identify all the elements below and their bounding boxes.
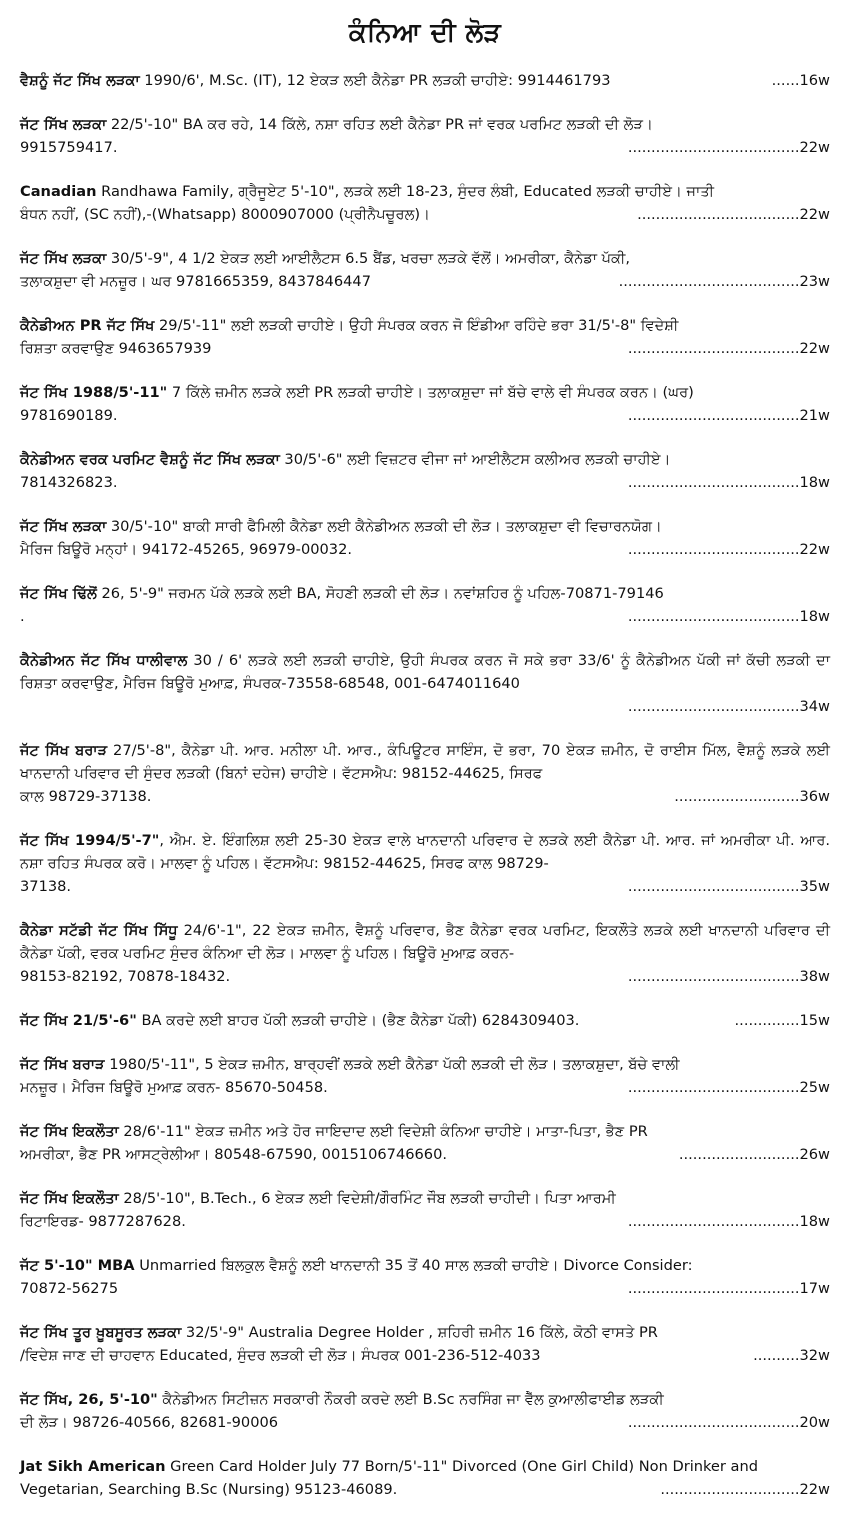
ad-code: .....................................34w — [627, 698, 830, 715]
ad-code: .....................................17w — [627, 1280, 830, 1297]
ad-text — [20, 1053, 830, 1076]
ad-code: .....................................18w — [627, 608, 830, 625]
ad-entry — [20, 829, 830, 898]
ads-list — [20, 69, 830, 1501]
ad-code: .....................................25w — [627, 1079, 830, 1096]
ad-code: ......16w — [771, 72, 830, 89]
ad-body: 30/5'-6" ਲਈ ਵਿਜ਼ਟਰ ਵੀਜਾ ਜਾਂ ਆਈਲੈਟਸ ਕਲੀਅਰ ਲੜਕੀ ਚਾਹੀਏ। — [279, 451, 671, 468]
ad-entry — [20, 739, 830, 808]
ad-code: .......................................23w — [618, 273, 830, 290]
ad-body: 27/5'-8", ਕੈਨੇਡਾ ਪੀ. ਆਰ. ਮਨੀਲਾ ਪੀ. ਆਰ., ਕੰਪਿਊਟਰ ਸਾਇੰਸ, ਦੋ ਭਰਾ, 70 ਏਕੜ ਜ਼ਮੀਨ, ਦੋ ਰਾਈਸ ਮਿੱਲ, ਵੈਸ਼ਨੂੰ ਲੜਕੇ ਲਈ ਖਾਨਦਾਨੀ ਪਰਿਵਾਰ ਦੀ ਸੁੰਦਰ ਲੜਕੀ (ਬਿਨਾਂ ਦਹੇਜ) ਚਾਹੀਏ। ਵੱਟਸਐਪ: 98152-44625, ਸਿਰਫ — [20, 742, 831, 782]
ad-lead: ਜੱਟ ਸਿੱਖ 1994/5'-7" — [20, 832, 160, 849]
ad-tail-text: ਮਨਜ਼ੂਰ। ਮੈਰਿਜ ਬਿਊਰੋ ਮੁਆਫ਼ ਕਰਨ- 85670-50458. — [20, 1079, 328, 1096]
ad-lead: ਜੱਟ ਸਿੱਖ ਬਰਾੜ — [20, 742, 108, 759]
ad-tail-text: 9915759417. — [20, 139, 118, 156]
ad-tail-line — [20, 270, 830, 293]
ad-lead: Canadian — [20, 183, 97, 200]
ad-tail-text: ਕਾਲ 98729-37138. — [20, 788, 152, 805]
ad-code: .....................................20w — [627, 1414, 830, 1431]
ad-tail-line — [20, 1478, 830, 1501]
ad-code: ...................................22w — [637, 206, 830, 223]
ad-tail-text: Vegetarian, Searching B.Sc (Nursing) 95123-46089. — [20, 1481, 398, 1498]
ad-entry — [20, 649, 830, 718]
ad-tail-line — [20, 695, 830, 718]
ad-body: 28/6'-11" ਏਕੜ ਜ਼ਮੀਨ ਅਤੇ ਹੋਰ ਜਾਇਦਾਦ ਲਈ ਵਿਦੇਸ਼ੀ ਕੰਨਿਆ ਚਾਹੀਏ। ਮਾਤਾ-ਪਿਤਾ, ਭੈਣ PR — [118, 1123, 648, 1140]
ad-code: ...........................36w — [674, 788, 830, 805]
ad-code: .....................................21w — [627, 407, 830, 424]
ad-lead: ਜੱਟ ਸਿੱਖ ਇਕਲੌਤਾ — [20, 1190, 119, 1207]
ad-lead: ਵੈਸ਼ਨੂੰ ਜੱਟ ਸਿੱਖ ਲੜਕਾ — [20, 72, 140, 89]
ad-entry — [20, 448, 830, 494]
ad-entry — [20, 1120, 830, 1166]
ad-code: .....................................22w — [627, 139, 830, 156]
ad-single-line — [20, 1009, 587, 1032]
ad-text — [20, 381, 830, 404]
ad-lead: ਜੱਟ ਸਿੱਖ ਲੜਕਾ — [20, 116, 107, 133]
ad-entry — [20, 582, 830, 628]
ad-tail-text: ਰਿਸ਼ਤਾ ਕਰਵਾਉਣ 9463657939 — [20, 340, 212, 357]
ad-entry — [20, 1187, 830, 1233]
ad-entry — [20, 69, 830, 92]
ad-text — [20, 247, 830, 270]
ad-entry — [20, 381, 830, 427]
ad-body: 7 ਕਿੱਲੇ ਜ਼ਮੀਨ ਲੜਕੇ ਲਈ PR ਲੜਕੀ ਚਾਹੀਏ। ਤਲਾਕਸ਼ੁਦਾ ਜਾਂ ਬੱਚੇ ਵਾਲੇ ਵੀ ਸੰਪਰਕ ਕਰਨ। (ਘਰ) — [167, 384, 694, 401]
ad-tail-text: ਤਲਾਕਸ਼ੁਦਾ ਵੀ ਮਨਜ਼ੂਰ। ਘਰ 9781665359, 8437846447 — [20, 273, 371, 290]
ad-lead: ਜੱਟ ਸਿੱਖ ਲੜਕਾ — [20, 518, 107, 535]
ad-single-line — [20, 69, 830, 92]
ad-body: , ਐਮ. ਏ. ਇੰਗਲਿਸ਼ ਲਈ 25-30 ਏਕੜ ਵਾਲੇ ਖਾਨਦਾਨੀ ਪਰਿਵਾਰ ਦੇ ਲੜਕੇ ਲਈ ਕੈਨੇਡਾ ਪੀ. ਆਰ. ਜਾਂ ਅਮਰੀਕਾ ਪੀ. ਆਰ. ਨਸ਼ਾ ਰਹਿਤ ਸੰਪਰਕ ਕਰੋ। ਮਾਲਵਾ ਨੂੰ ਪਹਿਲ। ਵੱਟਸਐਪ: 98152-44625, ਸਿਰਫ ਕਾਲ 98729- — [20, 832, 831, 872]
ad-tail-text: 98153-82192, 70878-18432. — [20, 968, 231, 985]
ad-body: Green Card Holder July 77 Born/5'-11" Divorced (One Girl Child) Non Drinker and — [165, 1458, 759, 1475]
ad-tail-line — [20, 1411, 830, 1434]
ad-lead: ਜੱਟ ਸਿੱਖ ਢਿੱਲੋਂ — [20, 585, 97, 602]
ad-lead: ਜੱਟ ਸਿੱਖ 1988/5'-11" — [20, 384, 168, 401]
ad-tail-text: ਅਮਰੀਕਾ, ਭੈਣ PR ਆਸਟ੍ਰੇਲੀਆ। 80548-67590, 0015106746660. — [20, 1146, 448, 1163]
ad-tail-line — [20, 875, 830, 898]
ad-tail-line — [20, 605, 830, 628]
ad-entry — [20, 247, 830, 293]
ad-text — [20, 314, 830, 337]
ad-body: Randhawa Family, ਗ੍ਰੈਜੂਏਟ 5'-10", ਲੜਕੇ ਲਈ 18-23, ਸੁੰਦਰ ਲੰਬੀ, Educated ਲੜਕੀ ਚਾਹੀਏ। ਜਾਤੀ — [96, 183, 714, 200]
ad-entry — [20, 919, 830, 988]
ad-lead: ਕੈਨੇਡਾ ਸਟੱਡੀ ਜੱਟ ਸਿੱਖ ਸਿੱਧੂ — [20, 922, 178, 939]
ad-text — [20, 1455, 830, 1478]
ad-lead: ਜੱਟ ਸਿੱਖ ਬਰਾੜ — [20, 1056, 105, 1073]
ad-body: 29/5'-11" ਲਈ ਲੜਕੀ ਚਾਹੀਏ। ਉਹੀ ਸੰਪਰਕ ਕਰਨ ਜੋ ਇੰਡੀਆ ਰਹਿੰਦੇ ਭਰਾ 31/5'-8" ਵਿਦੇਸ਼ੀ — [154, 317, 679, 334]
ad-body: 26, 5'-9" ਜਰਮਨ ਪੱਕੇ ਲੜਕੇ ਲਈ BA, ਸੋਹਣੀ ਲੜਕੀ ਦੀ ਲੋੜ। ਨਵਾਂਸ਼ਹਿਰ ਨੂੰ ਪਹਿਲ-70871-79146 — [96, 585, 664, 602]
ad-tail-text: ਦੀ ਲੋੜ। 98726-40566, 82681-90006 — [20, 1414, 279, 1431]
ad-tail-line — [20, 1076, 830, 1099]
ad-code: ..............................22w — [660, 1481, 830, 1498]
ad-entry — [20, 1009, 830, 1032]
ad-body: 32/5'-9" Australia Degree Holder , ਸ਼ਹਿਰੀ ਜ਼ਮੀਨ 16 ਕਿੱਲੇ, ਕੋਠੀ ਵਾਸਤੇ PR — [181, 1324, 658, 1341]
ad-body: 22/5'-10" BA ਕਰ ਰਹੇ, 14 ਕਿੱਲੇ, ਨਸ਼ਾ ਰਹਿਤ ਲਈ ਕੈਨੇਡਾ PR ਜਾਂ ਵਰਕ ਪਰਮਿਟ ਲੜਕੀ ਦੀ ਲੋੜ। — [106, 116, 653, 133]
page-title: ਕੰਨਿਆ ਦੀ ਲੋੜ — [348, 18, 502, 48]
ad-tail-line — [20, 785, 830, 808]
ad-tail-line — [20, 1277, 830, 1300]
ad-body: 30/5'-9", 4 1/2 ਏਕੜ ਲਈ ਆਈਲੈਟਸ 6.5 ਬੈਂਡ, ਖਰਚਾ ਲੜਕੇ ਵੱਲੋਂ। ਅਮਰੀਕਾ, ਕੈਨੇਡਾ ਪੱਕੀ, — [106, 250, 631, 267]
ad-tail-line — [20, 965, 830, 988]
ad-body: 1990/6', M.Sc. (IT), 12 ਏਕੜ ਲਈ ਕੈਨੇਡਾ PR ਲੜਕੀ ਚਾਹੀਏ: 9914461793 — [139, 72, 611, 89]
ad-text — [20, 1321, 830, 1344]
ad-code: ..........32w — [753, 1347, 830, 1364]
ad-body: 30 / 6' ਲੜਕੇ ਲਈ ਲੜਕੀ ਚਾਹੀਏ, ਉਹੀ ਸੰਪਰਕ ਕਰਨ ਜੋ ਸਕੇ ਭਰਾ 33/6' ਨੂੰ ਕੈਨੇਡੀਅਨ ਪੱਕੀ ਜਾਂ ਕੱਚੀ ਲੜਕੀ ਦਾ ਰਿਸ਼ਤਾ ਕਰਵਾਉਣ, ਮੈਰਿਜ ਬਿਊਰੋ ਮੁਆਫ਼, ਸੰਪਰਕ-73558-68548, 001-6474011640 — [20, 652, 830, 692]
ad-tail-line — [20, 203, 830, 226]
ad-tail-line — [20, 1143, 830, 1166]
ad-tail-text: 7814326823. — [20, 474, 118, 491]
ad-text — [20, 829, 830, 875]
ad-lead: ਜੱਟ ਸਿੱਖ 21/5'-6" — [20, 1012, 137, 1029]
ad-tail-line — [20, 1009, 830, 1032]
ad-entry — [20, 113, 830, 159]
ad-tail-text: ਬੰਧਨ ਨਹੀਂ, (SC ਨਹੀਂ),-(Whatsapp) 8000907000 (ਪ੍ਰੀਨੈਪਚੂਰਲ)। — [20, 206, 430, 223]
ad-entry — [20, 180, 830, 226]
ad-tail-text: ਮੈਰਿਜ ਬਿਊਰੋ ਮਨ੍ਹਾਂ। 94172-45265, 96979-00032. — [20, 541, 353, 558]
ad-tail-line — [20, 1210, 830, 1233]
ad-text — [20, 448, 830, 471]
ad-code: ..........................26w — [678, 1146, 830, 1163]
ad-text — [20, 739, 830, 785]
ad-text — [20, 180, 830, 203]
ad-tail-text: ਰਿਟਾਇਰਡ- 9877287628. — [20, 1213, 186, 1230]
ad-body: Unmarried ਬਿਲਕੁਲ ਵੈਸ਼ਨੂੰ ਲਈ ਖਾਨਦਾਨੀ 35 ਤੋਂ 40 ਸਾਲ ਲੜਕੀ ਚਾਹੀਏ। Divorce Consider: — [134, 1257, 693, 1274]
ad-entry — [20, 1321, 830, 1367]
ad-code: .....................................18w — [627, 1213, 830, 1230]
ad-tail-text: 9781690189. — [20, 407, 118, 424]
ad-code: .....................................35w — [627, 878, 830, 895]
ad-tail-line — [20, 1344, 830, 1367]
ad-tail-text: /ਵਿਦੇਸ਼ ਜਾਣ ਦੀ ਚਾਹਵਾਨ Educated, ਸੁੰਦਰ ਲੜਕੀ ਦੀ ਲੋੜ। ਸੰਪਰਕ 001-236-512-4033 — [20, 1347, 541, 1364]
ad-code: .....................................18w — [627, 474, 830, 491]
ad-text — [20, 113, 830, 136]
ad-tail-line — [20, 538, 830, 561]
ad-code: .....................................38w — [627, 968, 830, 985]
ad-body: 1980/5'-11", 5 ਏਕੜ ਜ਼ਮੀਨ, ਬਾਰ੍ਹਵੀਂ ਲੜਕੇ ਲਈ ਕੈਨੇਡਾ ਪੱਕੀ ਲੜਕੀ ਦੀ ਲੋੜ। ਤਲਾਕਸ਼ੁਦਾ, ਬੱਚੇ ਵਾਲੀ — [104, 1056, 680, 1073]
ad-body: ਕੈਨੇਡੀਅਨ ਸਿਟੀਜ਼ਨ ਸਰਕਾਰੀ ਨੌਕਰੀ ਕਰਦੇ ਲਈ B.Sc ਨਰਸਿੰਗ ਜਾ ਵੈੱਲ ਕੁਆਲੀਫਾਈਡ ਲੜਕੀ — [157, 1391, 664, 1408]
ad-text — [20, 515, 830, 538]
ad-entry — [20, 314, 830, 360]
ad-text — [20, 1120, 830, 1143]
ad-code: ..............15w — [734, 1012, 830, 1029]
ad-tail-text: BA ਕਰਦੇ ਲਈ ਬਾਹਰ ਪੱਕੀ ਲੜਕੀ ਚਾਹੀਏ। (ਭੈਣ ਕੈਨੇਡਾ ਪੱਕੀ) 6284309403. — [141, 1012, 580, 1029]
ad-text — [20, 582, 830, 605]
ad-entry — [20, 1254, 830, 1300]
ad-lead: Jat Sikh American — [20, 1458, 166, 1475]
ad-lead: ਕੈਨੇਡੀਅਨ ਵਰਕ ਪਰਮਿਟ ਵੈਸ਼ਨੂੰ ਜੱਟ ਸਿੱਖ ਲੜਕਾ — [20, 451, 280, 468]
ad-lead: ਜੱਟ ਸਿੱਖ, 26, 5'-10" — [20, 1391, 158, 1408]
ad-entry — [20, 1388, 830, 1434]
ad-tail-text: . — [20, 608, 25, 625]
ad-body: 30/5'-10" ਬਾਕੀ ਸਾਰੀ ਫੈਮਿਲੀ ਕੈਨੇਡਾ ਲਈ ਕੈਨੇਡੀਅਨ ਲੜਕੀ ਦੀ ਲੋੜ। ਤਲਾਕਸ਼ੁਦਾ ਵੀ ਵਿਚਾਰਨਯੋਗ। — [106, 518, 662, 535]
ad-entry — [20, 1053, 830, 1099]
ad-text — [20, 649, 830, 695]
ad-lead: ਜੱਟ ਸਿੱਖ ਤੂਰ ਖ਼ੂਬਸੂਰਤ ਲੜਕਾ — [20, 1324, 182, 1341]
ad-tail-text: 37138. — [20, 878, 72, 895]
ad-body: 28/5'-10", B.Tech., 6 ਏਕੜ ਲਈ ਵਿਦੇਸ਼ੀ/ਗੌਰਮਿੰਟ ਜੌਬ ਲੜਕੀ ਚਾਹੀਦੀ। ਪਿਤਾ ਆਰਮੀ — [118, 1190, 616, 1207]
ad-tail-line — [20, 404, 830, 427]
ad-code: .....................................22w — [627, 340, 830, 357]
ad-text — [20, 919, 830, 965]
ad-lead: ਕੈਨੇਡੀਅਨ ਜੱਟ ਸਿੱਖ ਧਾਲੀਵਾਲ — [20, 652, 188, 669]
ad-text — [20, 69, 619, 92]
ad-tail-line — [20, 136, 830, 159]
ad-lead: ਕੈਨੇਡੀਅਨ PR ਜੱਟ ਸਿੱਖ — [20, 317, 155, 334]
ad-entry — [20, 515, 830, 561]
ad-tail-text: 70872-56275 — [20, 1280, 119, 1297]
ad-lead: ਜੱਟ ਸਿੱਖ ਲੜਕਾ — [20, 250, 107, 267]
ad-code: .....................................22w — [627, 541, 830, 558]
ad-text — [20, 1187, 830, 1210]
ad-lead: ਜੱਟ 5'-10" MBA — [20, 1257, 135, 1274]
ad-entry — [20, 1455, 830, 1501]
ad-text — [20, 1254, 830, 1277]
ad-body: 24/6'-1", 22 ਏਕੜ ਜ਼ਮੀਨ, ਵੈਸ਼ਨੂੰ ਪਰਿਵਾਰ, ਭੈਣ ਕੈਨੇਡਾ ਵਰਕ ਪਰਮਿਟ, ਇਕਲੌਤੇ ਲੜਕੇ ਲਈ ਖਾਨਦਾਨੀ ਪਰਿਵਾਰ ਦੀ ਕੈਨੇਡਾ ਪੱਕੀ, ਵਰਕ ਪਰਮਿਟ ਸੁੰਦਰ ਕੰਨਿਆ ਦੀ ਲੋੜ। ਮਾਲਵਾ ਨੂੰ ਪਹਿਲ। ਬਿਊਰੋ ਮੁਆਫ਼ ਕਰਨ- — [20, 922, 831, 962]
ad-tail-line — [20, 471, 830, 494]
ad-text — [20, 1388, 830, 1411]
ad-tail-line — [20, 337, 830, 360]
ad-lead: ਜੱਟ ਸਿੱਖ ਇਕਲੌਤਾ — [20, 1123, 119, 1140]
